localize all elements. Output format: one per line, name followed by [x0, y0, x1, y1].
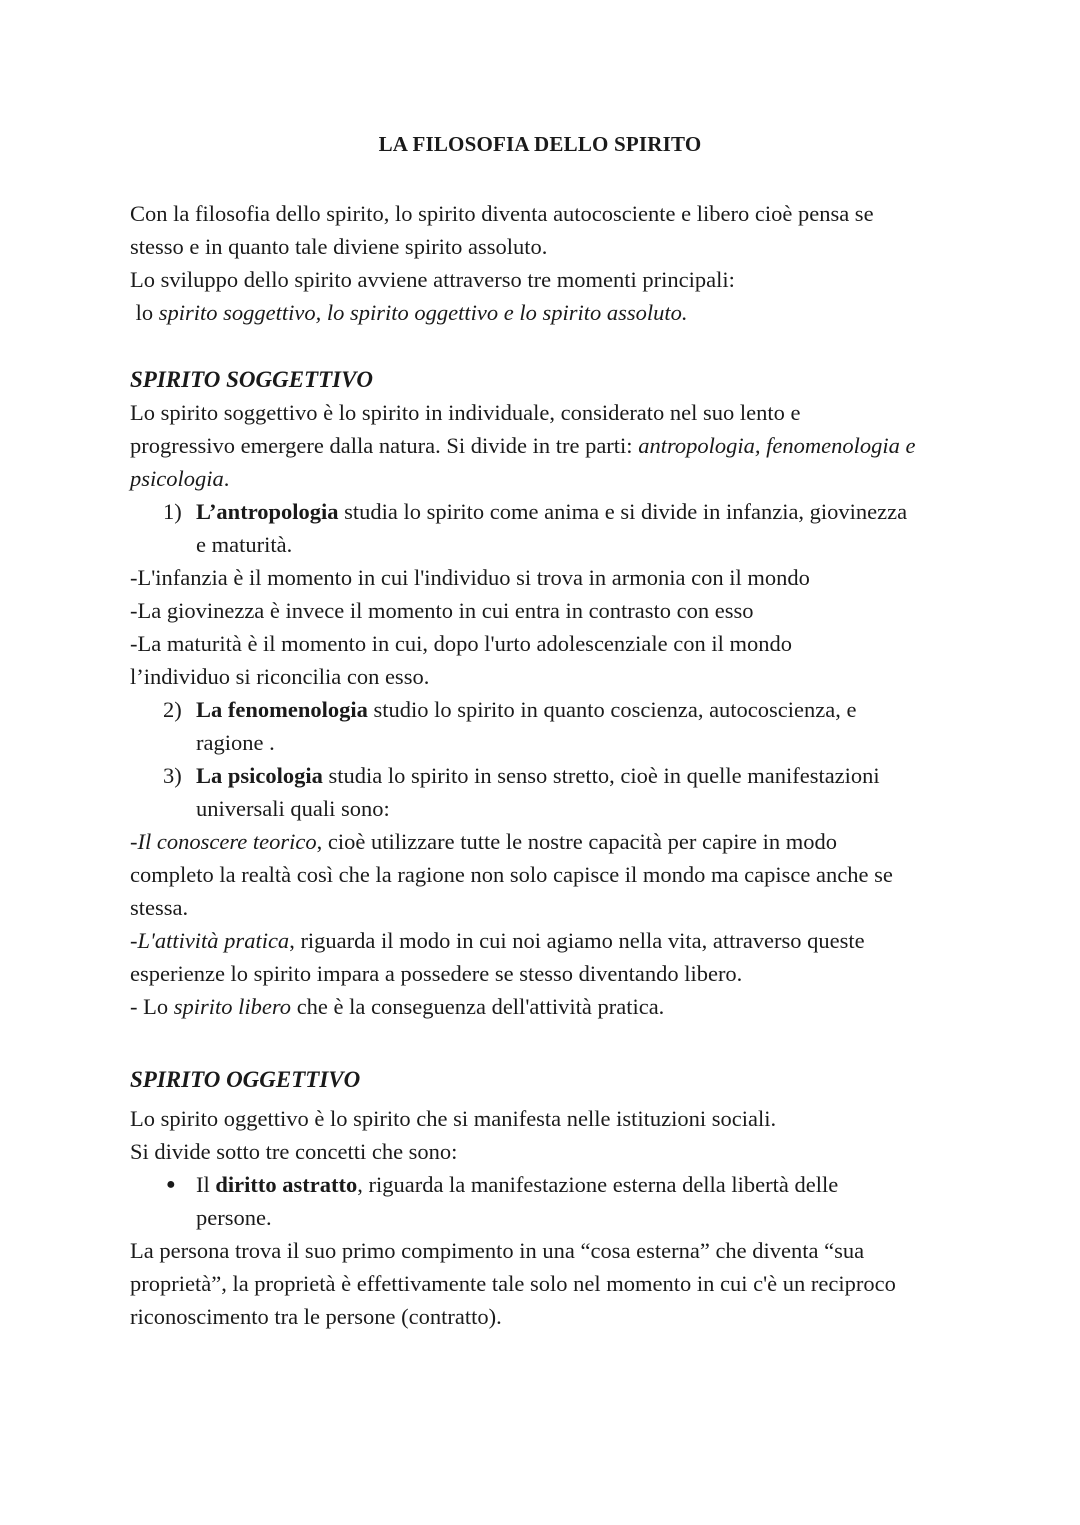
list-item-3-line-1: [130, 759, 960, 792]
bullet-item-1-line-1: [130, 1168, 960, 1201]
bullet-item-1: [130, 1168, 960, 1201]
list-item-2-rest: studio lo spirito in quanto coscienza, autocoscienza, e: [367, 697, 857, 722]
dash-line-1: -L'infanzia è il momento in cui l'individuo si trova in armonia con il mondo: [130, 565, 810, 590]
soggettivo-line-2-italic: antropologia, fenomenologia e: [638, 433, 916, 458]
list-item-2-line-2: ragione .: [196, 730, 275, 755]
dash-line-2: -La giovinezza è invece il momento in cui entra in contrasto con esso: [130, 598, 754, 623]
soggettivo-paragraph: [130, 396, 960, 1023]
proprieta-line-3: riconoscimento tra le persone (contratto).: [130, 1304, 502, 1329]
proprieta-line-1: La persona trova il suo primo compimento in una “cosa esterna” che diventa “sua: [130, 1238, 865, 1263]
intro-paragraph: [130, 197, 960, 329]
bullet-item-1-bold: diritto astratto: [215, 1172, 358, 1197]
bullet-item-1-rest: , riguarda la manifestazione esterna della libertà delle: [357, 1172, 839, 1197]
proprieta-line-2: proprietà”, la proprietà è effettivamente tale solo nel momento in cui c'è un reciproco: [130, 1271, 896, 1296]
soggettivo-line-3-rest: .: [223, 466, 230, 491]
page-title: LA FILOSOFIA DELLO SPIRITO: [378, 132, 702, 156]
bullet-item-1-prefix: Il: [196, 1172, 216, 1197]
pratica-line-1: [130, 924, 960, 957]
intro-line-2: stesso e in quanto tale diviene spirito assoluto.: [130, 234, 548, 259]
intro-line-3: Lo sviluppo dello spirito avviene attraverso tre momenti principali:: [130, 267, 735, 292]
soggettivo-line-3-italic: psicologia: [130, 466, 224, 491]
oggettivo-line-1: Lo spirito oggettivo è lo spirito che si manifesta nelle istituzioni sociali.: [130, 1106, 777, 1131]
section-heading-soggettivo: SPIRITO SOGGETTIVO: [130, 367, 374, 392]
list-item-2-number: 2): [163, 697, 182, 722]
soggettivo-line-2-text: progressivo emergere dalla natura. Si divide in tre parti:: [130, 433, 639, 458]
list-item-2-bold: La fenomenologia: [196, 697, 368, 722]
list-item-2-line-1: [130, 693, 960, 726]
dash-line-3: -La maturità è il momento in cui, dopo l'urto adolescenziale con il mondo: [130, 631, 792, 656]
libero-rest: che è la conseguenza dell'attività pratica.: [291, 994, 665, 1019]
conoscere-line-3: stessa.: [130, 895, 189, 920]
list-item-1-line-2: e maturità.: [196, 532, 293, 557]
pratica-italic: -L'attività pratica: [130, 928, 290, 953]
list-item-3-line-2: universali quali sono:: [196, 796, 390, 821]
pratica-line-2: esperienze lo spirito impara a possedere se stesso diventando libero.: [130, 961, 743, 986]
list-item-2: [130, 693, 960, 726]
list-item-3-bold: La psicologia: [196, 763, 323, 788]
list-item-1: [130, 495, 960, 528]
list-item-3: [130, 759, 960, 792]
list-item-1-rest: studia lo spirito come anima e si divide in infanzia, giovinezza: [338, 499, 908, 524]
section-heading-oggettivo: SPIRITO OGGETTIVO: [130, 1067, 361, 1092]
bullet-item-1-line-2: persone.: [196, 1205, 272, 1230]
conoscere-line-1: [130, 825, 960, 858]
intro-line-4: [130, 296, 960, 329]
oggettivo-paragraph: [130, 1102, 960, 1333]
dash-line-4: l’individuo si riconcilia con esso.: [130, 664, 430, 689]
soggettivo-line-3: [130, 462, 960, 495]
list-item-3-number: 3): [163, 763, 182, 788]
libero-italic: spirito libero: [173, 994, 292, 1019]
intro-line-4-italic: spirito soggettivo, lo spirito oggettivo e lo spirito assoluto.: [158, 300, 688, 325]
soggettivo-line-1: Lo spirito soggettivo è lo spirito in individuale, considerato nel suo lento e: [130, 400, 801, 425]
libero-prefix: - Lo: [130, 994, 174, 1019]
intro-line-4-prefix: lo: [130, 300, 159, 325]
soggettivo-line-2: [130, 429, 960, 462]
list-item-3-rest: studia lo spirito in senso stretto, cioè in quelle manifestazioni: [322, 763, 880, 788]
conoscere-italic: -Il conoscere teorico: [130, 829, 317, 854]
conoscere-line-2: completo la realtà così che la ragione non solo capisce il mondo ma capisce anche se: [130, 862, 893, 887]
pratica-rest: , riguarda il modo in cui noi agiamo nella vita, attraverso queste: [289, 928, 865, 953]
bullet-icon: ●: [166, 1176, 176, 1193]
list-item-1-bold: L’antropologia: [196, 499, 339, 524]
intro-line-1: Con la filosofia dello spirito, lo spirito diventa autocosciente e libero cioè pensa se: [130, 201, 874, 226]
conoscere-rest: , cioè utilizzare tutte le nostre capacità per capire in modo: [316, 829, 837, 854]
libero-line: [130, 990, 960, 1023]
list-item-1-line-1: [130, 495, 960, 528]
oggettivo-line-2: Si divide sotto tre concetti che sono:: [130, 1139, 458, 1164]
list-item-1-number: 1): [163, 499, 182, 524]
